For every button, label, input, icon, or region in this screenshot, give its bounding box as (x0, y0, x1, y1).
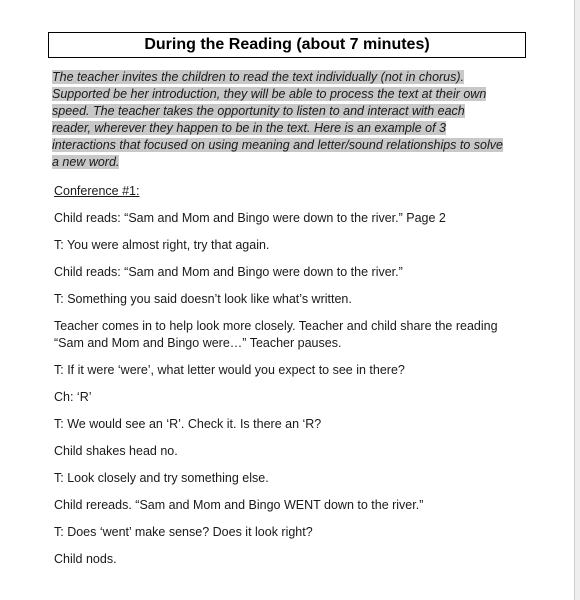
transcript-line: “Sam and Mom and Bingo were…” Teacher pauses. (54, 336, 342, 350)
transcript-line: Child rereads. “Sam and Mom and Bingo WENT down to the river.” (54, 498, 424, 512)
transcript-line: Child nods. (54, 552, 117, 566)
transcript-line: Child reads: “Sam and Mom and Bingo were down to the river.” (54, 265, 403, 279)
transcript-line: Child reads: “Sam and Mom and Bingo were down to the river.” Page 2 (54, 211, 446, 225)
section-title: During the Reading (about 7 minutes) (48, 32, 526, 58)
intro-line: a new word. (52, 155, 120, 169)
intro-line: The teacher invites the children to read the text individually (not in chorus). (52, 70, 465, 84)
transcript-line: T: We would see an ‘R’. Check it. Is there an ‘R? (54, 417, 322, 431)
transcript-line: Teacher comes in to help look more closely. Teacher and child share the reading (54, 319, 498, 333)
transcript-line: T: Does ‘went’ make sense? Does it look right? (54, 525, 313, 539)
conference-heading: Conference #1: (54, 184, 140, 198)
intro-line: interactions that focused on using meaning and letter/sound relationships to solve (52, 138, 503, 152)
transcript-line: T: You were almost right, try that again. (54, 238, 270, 252)
intro-line: reader, wherever they happen to be in the text. Here is an example of 3 (52, 121, 446, 135)
intro-paragraph (52, 69, 522, 171)
transcript-line: Ch: ‘R’ (54, 390, 92, 404)
intro-line: Supported be her introduction, they will be able to process the text at their own (52, 87, 487, 101)
transcript-line: T: Look closely and try something else. (54, 471, 269, 485)
transcript-line: Child shakes head no. (54, 444, 178, 458)
transcript-line: T: If it were ‘were’, what letter would you expect to see in there? (54, 363, 405, 377)
transcript-line: T: Something you said doesn’t look like what’s written. (54, 292, 352, 306)
intro-line: speed. The teacher takes the opportunity to listen to and interact with each (52, 104, 465, 118)
